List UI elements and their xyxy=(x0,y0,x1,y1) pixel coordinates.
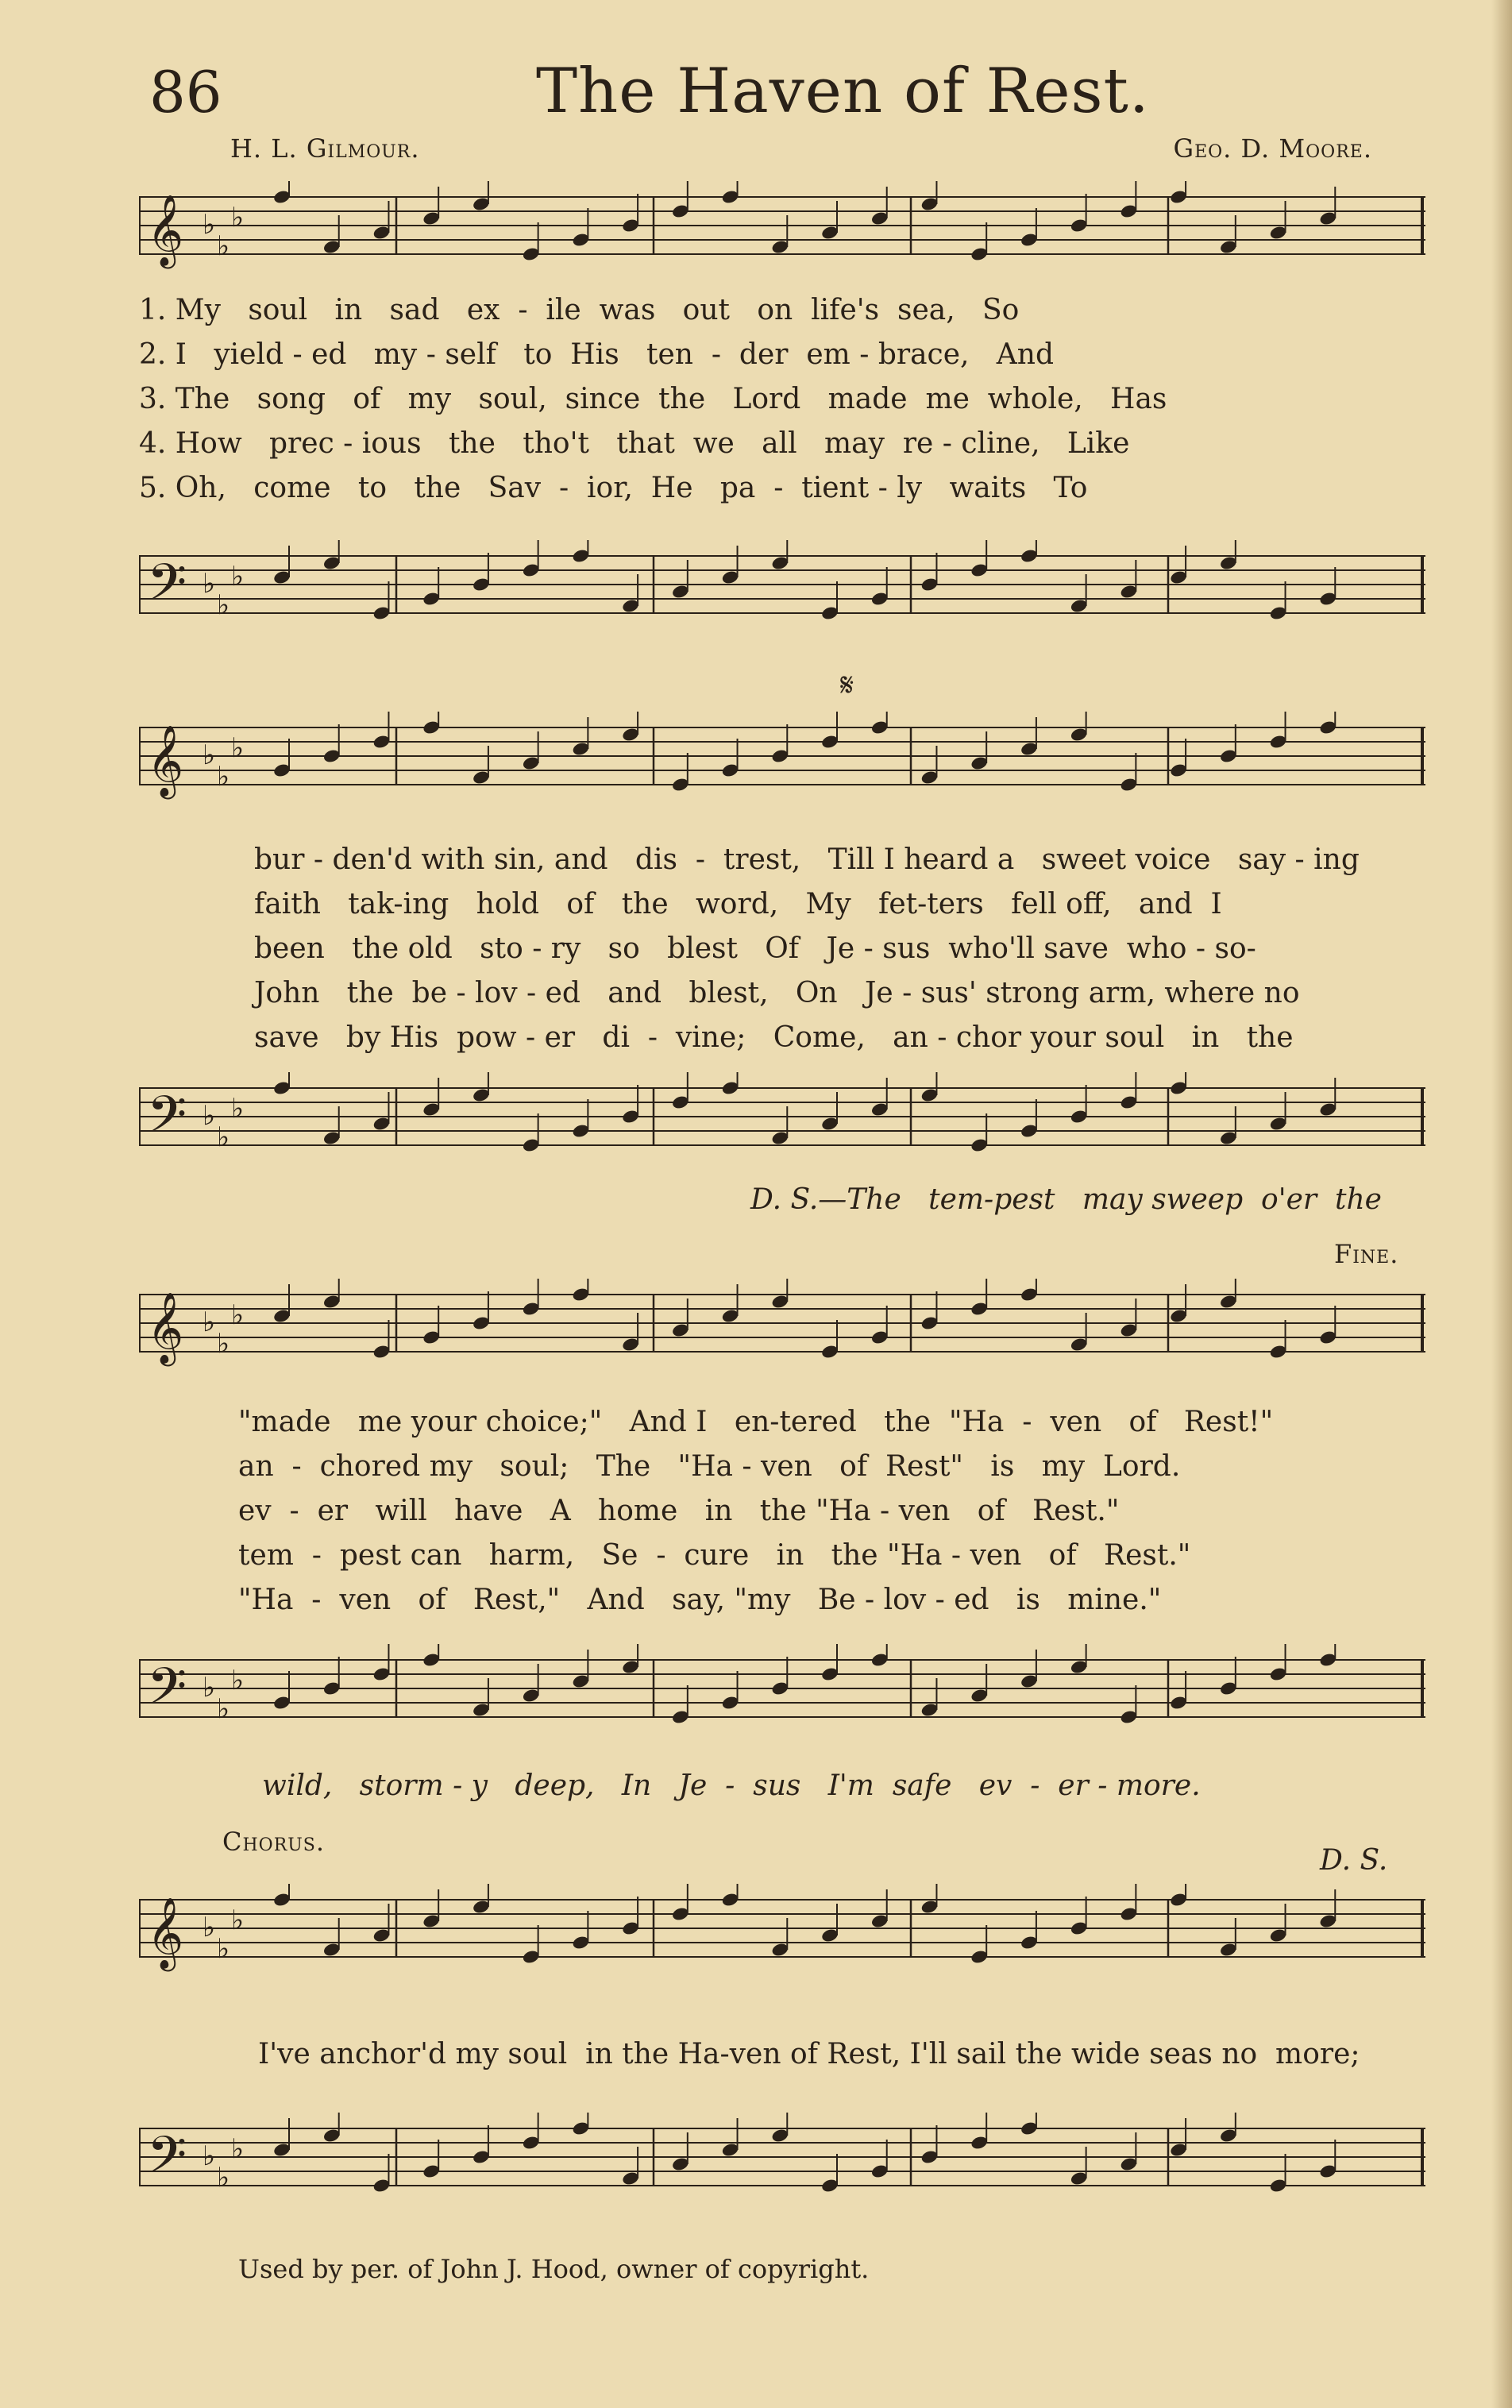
lyric-line: 3. The song of my soul, since the Lord made me whole, Has xyxy=(139,383,1167,415)
treble-clef-icon: 𝄞 xyxy=(147,1897,184,1969)
lyric-line: 1. My soul in sad ex - ile was out on life's sea, So xyxy=(139,294,1020,326)
flat-icon: ♭ xyxy=(231,732,245,764)
flat-icon: ♭ xyxy=(202,1912,216,1943)
composer-credit: Geo. D. Moore. xyxy=(1173,133,1372,164)
treble-clef-icon: 𝄞 xyxy=(147,1292,184,1364)
flat-icon: ♭ xyxy=(202,209,216,241)
lyric-line: save by His pow - er di - vine; Come, an - chor your soul in the xyxy=(254,1021,1294,1054)
treble-clef-icon: 𝄞 xyxy=(147,725,184,797)
ds-label: D. S. xyxy=(1320,1844,1388,1877)
chorus-lyric-line: I've anchor'd my soul in the Ha-ven of Rest, I'll sail the wide seas no more; xyxy=(258,2038,1360,2070)
lyric-line: 4. How prec - ious the tho't that we all may re - cline, Like xyxy=(139,427,1130,460)
bass-staff-2 xyxy=(139,1072,1425,1175)
treble-staff-3 xyxy=(139,1279,1425,1382)
lyric-line: an - chored my soul; The "Ha - ven of Rest" is my Lord. xyxy=(238,1450,1181,1483)
lyric-line: been the old sto - ry so blest Of Je - sus who'll save who - so- xyxy=(254,932,1256,965)
lyric-line: ev - er will have A home in the "Ha - ven of Rest." xyxy=(238,1495,1120,1527)
page-number: 86 xyxy=(149,59,222,125)
flat-icon: ♭ xyxy=(202,1672,216,1704)
bass-staff-1 xyxy=(139,540,1425,643)
flat-icon: ♭ xyxy=(231,202,245,233)
flat-icon: ♭ xyxy=(202,1306,216,1338)
bass-clef-icon: 𝄢 xyxy=(147,554,187,625)
lyric-line: 2. I yield - ed my - self to His ten - der em - brace, And xyxy=(139,338,1055,371)
lyric-line: John the be - lov - ed and blest, On Je - sus' strong arm, where no xyxy=(254,977,1300,1009)
bass-staff-3 xyxy=(139,1644,1425,1747)
lyric-line: "Ha - ven of Rest," And say, "my Be - lov - ed is mine." xyxy=(238,1584,1162,1616)
bass-clef-icon: 𝄢 xyxy=(147,2126,187,2198)
copyright-notice: Used by per. of John J. Hood, owner of copyright. xyxy=(238,2254,870,2284)
flat-icon: ♭ xyxy=(217,1328,230,1360)
treble-staff-2 xyxy=(139,712,1425,815)
ds-lyric-line-2: wild, storm - y deep, In Je - sus I'm safe ev - er - more. xyxy=(262,1769,1201,1802)
verse-lyrics-1 xyxy=(139,294,1425,516)
bass-clef-icon: 𝄢 xyxy=(147,1086,187,1157)
song-title: The Haven of Rest. xyxy=(536,56,1150,127)
bass-staff-chorus xyxy=(139,2113,1425,2216)
verse-lyrics-2 xyxy=(254,843,1512,1066)
treble-clef-icon: 𝄞 xyxy=(147,195,184,266)
flat-icon: ♭ xyxy=(217,1121,230,1153)
lyric-line: bur - den'd with sin, and dis - trest, Till I heard a sweet voice say - ing xyxy=(254,843,1360,876)
segno-sign: 𝄋 xyxy=(840,667,854,704)
lyric-line: "made me your choice;" And I en-tered the "Ha - ven of Rest!" xyxy=(238,1406,1274,1438)
author-credit: H. L. Gilmour. xyxy=(230,133,420,164)
flat-icon: ♭ xyxy=(217,2162,230,2194)
ds-lyric-line-1: D. S.—The tem-pest may sweep o'er the xyxy=(750,1183,1382,1216)
flat-icon: ♭ xyxy=(217,761,230,793)
treble-staff-chorus xyxy=(139,1884,1425,1987)
lyric-line: faith tak-ing hold of the word, My fet-ters fell off, and I xyxy=(254,888,1222,920)
flat-icon: ♭ xyxy=(202,739,216,771)
flat-icon: ♭ xyxy=(217,230,230,262)
verse-lyrics-3 xyxy=(238,1406,1512,1628)
page-header xyxy=(0,48,1512,135)
flat-icon: ♭ xyxy=(231,2133,245,2165)
flat-icon: ♭ xyxy=(231,1904,245,1936)
flat-icon: ♭ xyxy=(231,1093,245,1125)
fine-label: Fine. xyxy=(1334,1239,1399,1269)
flat-icon: ♭ xyxy=(217,1693,230,1725)
chorus-label: Chorus. xyxy=(222,1827,326,1857)
flat-icon: ♭ xyxy=(202,2140,216,2172)
bass-clef-icon: 𝄢 xyxy=(147,1657,187,1729)
flat-icon: ♭ xyxy=(231,1299,245,1331)
flat-icon: ♭ xyxy=(217,1933,230,1965)
treble-staff-1 xyxy=(139,181,1425,284)
flat-icon: ♭ xyxy=(202,568,216,600)
flat-icon: ♭ xyxy=(217,589,230,621)
lyric-line: 5. Oh, come to the Sav - ior, He pa - tient - ly waits To xyxy=(139,472,1088,504)
flat-icon: ♭ xyxy=(202,1100,216,1132)
page-edge xyxy=(1491,0,1512,2408)
flat-icon: ♭ xyxy=(231,1665,245,1696)
lyric-line: tem - pest can harm, Se - cure in the "Ha - ven of Rest." xyxy=(238,1539,1191,1572)
flat-icon: ♭ xyxy=(231,561,245,592)
